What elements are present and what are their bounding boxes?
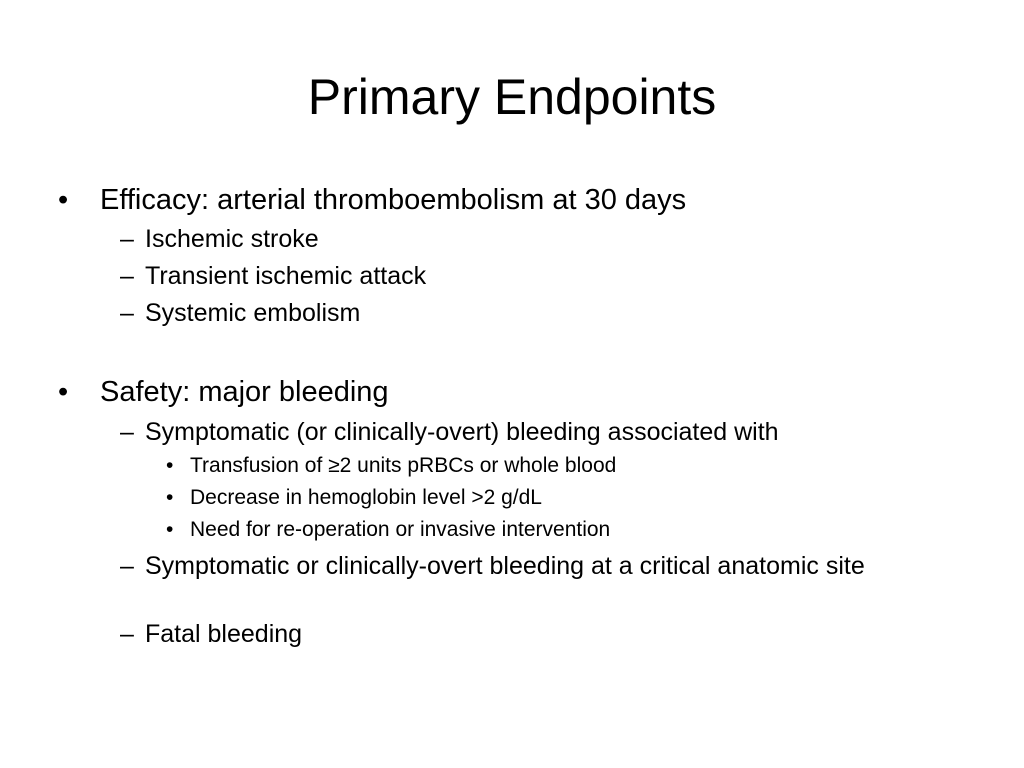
sub-bullet-critical-anatomic-site: Symptomatic or clinically-overt bleeding at a critical anatomic site xyxy=(145,552,865,580)
sub-bullet-symptomatic-bleeding: Symptomatic (or clinically-overt) bleeding associated with xyxy=(145,418,779,446)
sub-bullet-marker: – xyxy=(120,418,134,446)
bullet-marker: • xyxy=(58,376,69,408)
sub-bullet-systemic-embolism: Systemic embolism xyxy=(145,299,361,327)
sub-sub-bullet-marker: • xyxy=(166,518,174,541)
bullet-efficacy: Efficacy: arterial thromboembolism at 30 days xyxy=(100,184,687,216)
sub-bullet-marker: – xyxy=(120,225,134,253)
sub-bullet-ischemic-stroke: Ischemic stroke xyxy=(145,225,319,253)
slide-title: Primary Endpoints xyxy=(307,69,717,125)
bullet-safety: Safety: major bleeding xyxy=(100,376,389,408)
sub-sub-bullet-hemoglobin: Decrease in hemoglobin level >2 g/dL xyxy=(190,486,542,509)
sub-bullet-marker: – xyxy=(120,299,134,327)
sub-sub-bullet-marker: • xyxy=(166,486,174,509)
sub-bullet-transient-ischemic-attack: Transient ischemic attack xyxy=(145,262,427,290)
bullet-marker: • xyxy=(58,184,69,216)
sub-bullet-marker: – xyxy=(120,620,134,648)
sub-bullet-marker: – xyxy=(120,262,134,290)
sub-sub-bullet-transfusion: Transfusion of ≥2 units pRBCs or whole blood xyxy=(190,454,617,477)
sub-sub-bullet-marker: • xyxy=(166,454,174,477)
sub-bullet-fatal-bleeding: Fatal bleeding xyxy=(145,620,303,648)
sub-sub-bullet-reoperation: Need for re-operation or invasive intervention xyxy=(190,518,611,541)
sub-bullet-marker: – xyxy=(120,552,134,580)
